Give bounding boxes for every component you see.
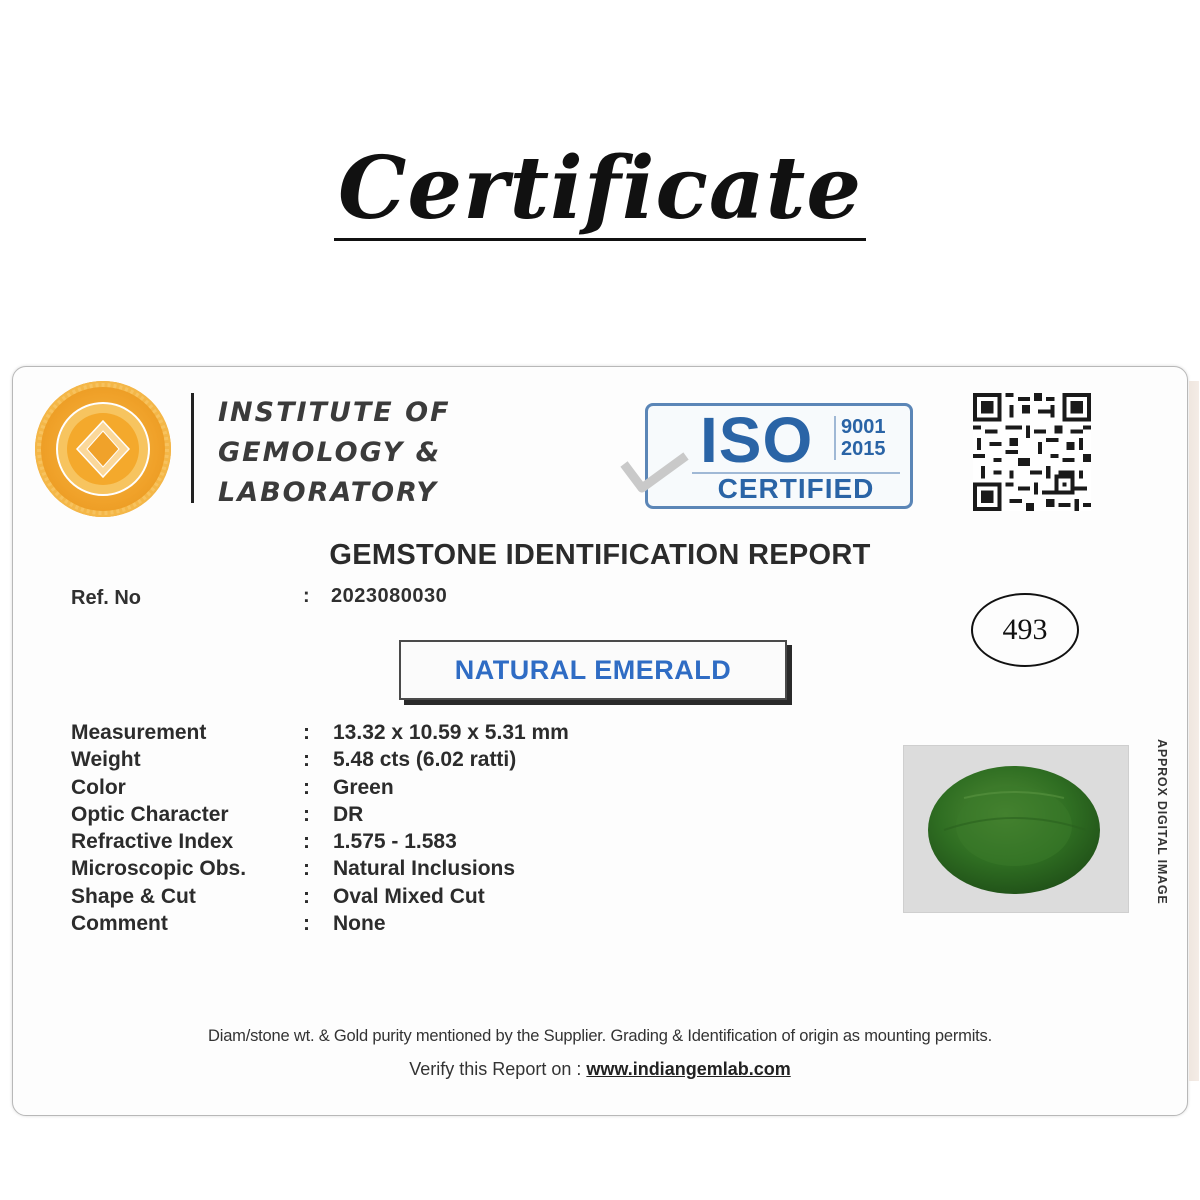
detail-label: Shape & Cut — [71, 884, 196, 908]
detail-value: 13.32 x 10.59 x 5.31 mm — [333, 721, 569, 744]
detail-label: Measurement — [71, 721, 207, 744]
ref-number-colon: : — [303, 585, 310, 607]
detail-label: Color — [71, 775, 126, 799]
iso-mark: ISO — [700, 404, 814, 476]
seal-divider — [191, 393, 194, 503]
report-title: GEMSTONE IDENTIFICATION REPORT — [329, 539, 871, 571]
institute-name — [218, 393, 451, 513]
detail-colon: : — [303, 802, 310, 826]
ref-number-label: Ref. No — [71, 587, 141, 609]
detail-label: Optic Character — [71, 802, 229, 826]
institute-name-line: LABORATORY — [218, 477, 438, 508]
iso-certified-label: CERTIFIED — [692, 472, 900, 504]
detail-value: None — [333, 912, 386, 936]
iso-badge — [645, 403, 913, 509]
detail-value: 1.575 - 1.583 — [333, 830, 457, 854]
gemstone-image — [903, 745, 1129, 913]
stone-name: NATURAL EMERALD — [454, 655, 732, 685]
detail-value: Green — [333, 775, 394, 799]
detail-value: 5.48 cts (6.02 ratti) — [333, 748, 517, 772]
card-edge — [1189, 381, 1199, 1081]
iso-standard-number: 9001 — [841, 416, 886, 438]
serial-number-circle: 493 — [971, 593, 1079, 667]
ref-number-value: 2023080030 — [331, 585, 448, 607]
image-caption: APPROX DIGITAL IMAGE — [1155, 739, 1169, 905]
qr-code-icon — [973, 393, 1091, 511]
stone-name-box — [399, 640, 787, 700]
verify-line — [13, 1059, 1187, 1080]
page-title — [0, 138, 1200, 241]
institute-name-line: GEMOLOGY & — [218, 437, 442, 468]
certificate-card — [12, 366, 1188, 1116]
checkmark-icon — [620, 450, 690, 496]
detail-colon: : — [303, 830, 310, 854]
detail-colon: : — [303, 912, 310, 936]
detail-value: Natural Inclusions — [333, 857, 516, 881]
detail-colon: : — [303, 775, 310, 799]
page-title-text: Certificate — [334, 146, 866, 241]
detail-value: DR — [333, 802, 364, 826]
detail-colon: : — [303, 884, 310, 908]
institute-name-line: INSTITUTE OF — [218, 397, 451, 428]
detail-colon: : — [303, 857, 310, 881]
detail-label: Refractive Index — [71, 830, 234, 854]
iso-standard-year: 2015 — [841, 438, 886, 460]
verify-prefix: Verify this Report on : — [409, 1059, 587, 1079]
detail-label: Comment — [71, 912, 168, 936]
iso-standard — [834, 416, 886, 460]
verify-url-link[interactable]: www.indiangemlab.com — [586, 1059, 791, 1079]
institute-seal-icon — [35, 381, 171, 517]
detail-colon: : — [303, 748, 310, 772]
disclaimer-text: Diam/stone wt. & Gold purity mentioned by the Supplier. Grading & Identification of origin as mounting permits. — [208, 1027, 992, 1045]
detail-colon: : — [303, 721, 310, 744]
detail-label: Microscopic Obs. — [71, 857, 247, 881]
detail-label: Weight — [71, 748, 141, 772]
detail-value: Oval Mixed Cut — [333, 884, 485, 908]
